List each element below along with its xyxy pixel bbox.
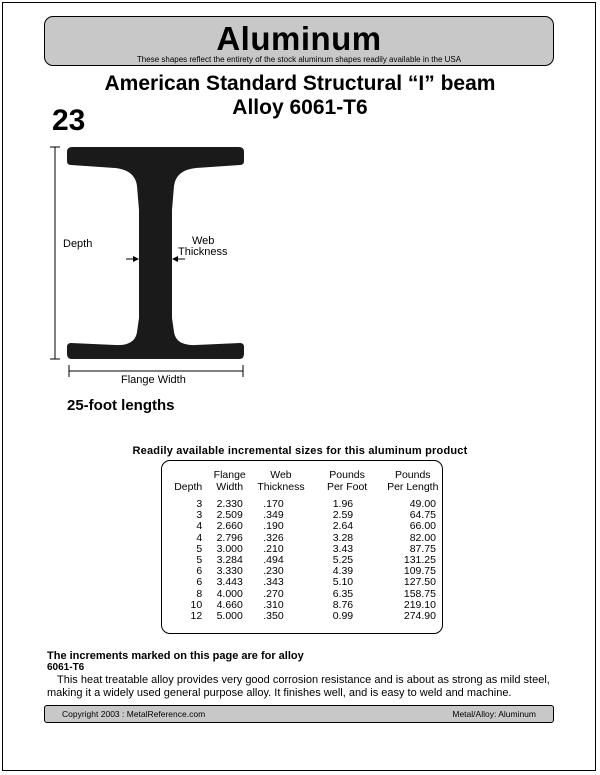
- cell-pounds-per-length: 274.90: [403, 610, 436, 623]
- alloy-note-heading: The increments marked on this page are for alloy: [47, 650, 304, 662]
- table-caption: Readily available incremental sizes for this aluminum product: [132, 445, 468, 457]
- cell-web-thickness: .170: [263, 498, 284, 510]
- sizes-table-box: [161, 460, 443, 634]
- shape-number: 23: [52, 104, 86, 137]
- cell-pounds-per-foot: 8.76: [332, 598, 354, 611]
- header-flange-width: Flange Width: [213, 469, 246, 493]
- cell-pounds-per-length: 49.00: [409, 498, 436, 510]
- flange-width-label: Flange Width: [121, 374, 186, 386]
- cell-web-thickness: .190: [263, 520, 284, 533]
- cell-web-thickness: .270: [263, 587, 284, 600]
- cell-web-thickness: .494: [263, 554, 284, 567]
- cell-depth: 6: [196, 565, 203, 578]
- table-row: [164, 555, 442, 566]
- cell-web-thickness: .326: [263, 531, 284, 544]
- cell-flange-width: 2.509: [216, 509, 243, 522]
- cell-web-thickness: .350: [263, 610, 284, 623]
- cell-flange-width: 5.000: [216, 610, 243, 623]
- header-depth: Depth: [174, 481, 203, 493]
- cell-web-thickness: .210: [263, 542, 284, 555]
- cell-pounds-per-length: 82.00: [409, 531, 436, 544]
- cell-pounds-per-foot: 4.39: [332, 565, 354, 578]
- cell-depth: 5: [196, 554, 203, 567]
- cell-pounds-per-foot: 5.10: [332, 576, 354, 589]
- product-alloy-title: Alloy 6061-T6: [232, 96, 368, 119]
- header-pounds-per-foot: Pounds Per Foot: [326, 469, 368, 493]
- table-row: [164, 533, 442, 544]
- cell-depth: 5: [196, 542, 203, 555]
- table-row: [164, 577, 442, 588]
- cell-pounds-per-foot: 6.35: [332, 587, 354, 600]
- header-subtitle: These shapes reflect the entirety of the stock aluminum shapes readily available in the USA: [136, 55, 462, 64]
- cell-pounds-per-length: 158.75: [403, 587, 436, 600]
- footer-copyright: Copyright 2003 : MetalReference.com: [62, 709, 206, 719]
- table-row: [164, 521, 442, 532]
- cell-pounds-per-foot: 5.25: [332, 554, 354, 567]
- cell-pounds-per-length: 131.25: [403, 554, 436, 567]
- cell-pounds-per-foot: 1.96: [332, 498, 354, 510]
- cell-pounds-per-foot: 2.59: [332, 509, 354, 522]
- cell-flange-width: 2.796: [216, 531, 243, 544]
- cell-pounds-per-length: 109.75: [403, 565, 436, 578]
- cell-flange-width: 2.330: [216, 498, 243, 510]
- header-title: Aluminum: [216, 20, 382, 57]
- cell-pounds-per-length: 127.50: [403, 576, 436, 589]
- cell-flange-width: 2.660: [216, 520, 243, 533]
- cell-flange-width: 3.443: [216, 576, 243, 589]
- cell-pounds-per-foot: 0.99: [332, 610, 354, 623]
- cell-flange-width: 4.660: [216, 598, 243, 611]
- cell-pounds-per-length: 64.75: [409, 509, 436, 522]
- cell-depth: 3: [196, 498, 203, 510]
- header-pounds-per-length: Pounds Per Length: [387, 469, 439, 493]
- cell-depth: 3: [196, 509, 203, 522]
- cell-depth: 4: [196, 520, 203, 533]
- alloy-name: 6061-T6: [47, 662, 85, 673]
- web-label-line2: Thickness: [178, 246, 228, 258]
- cell-flange-width: 3.284: [216, 554, 243, 567]
- cell-flange-width: 4.000: [216, 587, 243, 600]
- footer-metal-alloy: Metal/Alloy: Aluminum: [452, 709, 536, 719]
- cell-pounds-per-foot: 2.64: [332, 520, 354, 533]
- alloy-description: This heat treatable alloy provides very good corrosion resistance and is about as strong as mild steel, making it a widely used general purpose alloy. It finishes well, and is easy to weld and machine.: [47, 674, 550, 699]
- cell-depth: 6: [196, 576, 203, 589]
- table-header-row: [164, 469, 442, 499]
- table-row: [164, 566, 442, 577]
- cell-pounds-per-foot: 3.43: [332, 542, 354, 555]
- web-label-line1: Web: [192, 235, 215, 247]
- cell-depth: 10: [190, 598, 203, 611]
- footer-bar: [44, 705, 554, 723]
- table-row: [164, 499, 442, 510]
- table-row: [164, 589, 442, 600]
- cell-flange-width: 3.330: [216, 565, 243, 578]
- product-title: American Standard Structural “I” beam: [104, 72, 496, 95]
- table-row: [164, 600, 442, 611]
- cell-flange-width: 3.000: [216, 542, 243, 555]
- table-row: [164, 611, 442, 622]
- cell-web-thickness: .310: [263, 598, 284, 611]
- depth-label: Depth: [63, 238, 93, 250]
- cell-web-thickness: .230: [263, 565, 284, 578]
- table-row: [164, 544, 442, 555]
- cell-web-thickness: .343: [263, 576, 284, 589]
- cell-depth: 12: [190, 610, 203, 623]
- lengths-note: 25-foot lengths: [67, 397, 175, 414]
- cell-web-thickness: .349: [263, 509, 284, 522]
- cell-depth: 4: [196, 531, 203, 544]
- sizes-table: [164, 469, 442, 622]
- cell-pounds-per-foot: 3.28: [332, 531, 354, 544]
- header-web-thickness: Web Thickness: [257, 469, 305, 493]
- cell-pounds-per-length: 66.00: [409, 520, 436, 533]
- cell-depth: 8: [196, 587, 203, 600]
- cell-pounds-per-length: 219.10: [403, 598, 436, 611]
- cell-pounds-per-length: 87.75: [409, 542, 436, 555]
- table-row: [164, 510, 442, 521]
